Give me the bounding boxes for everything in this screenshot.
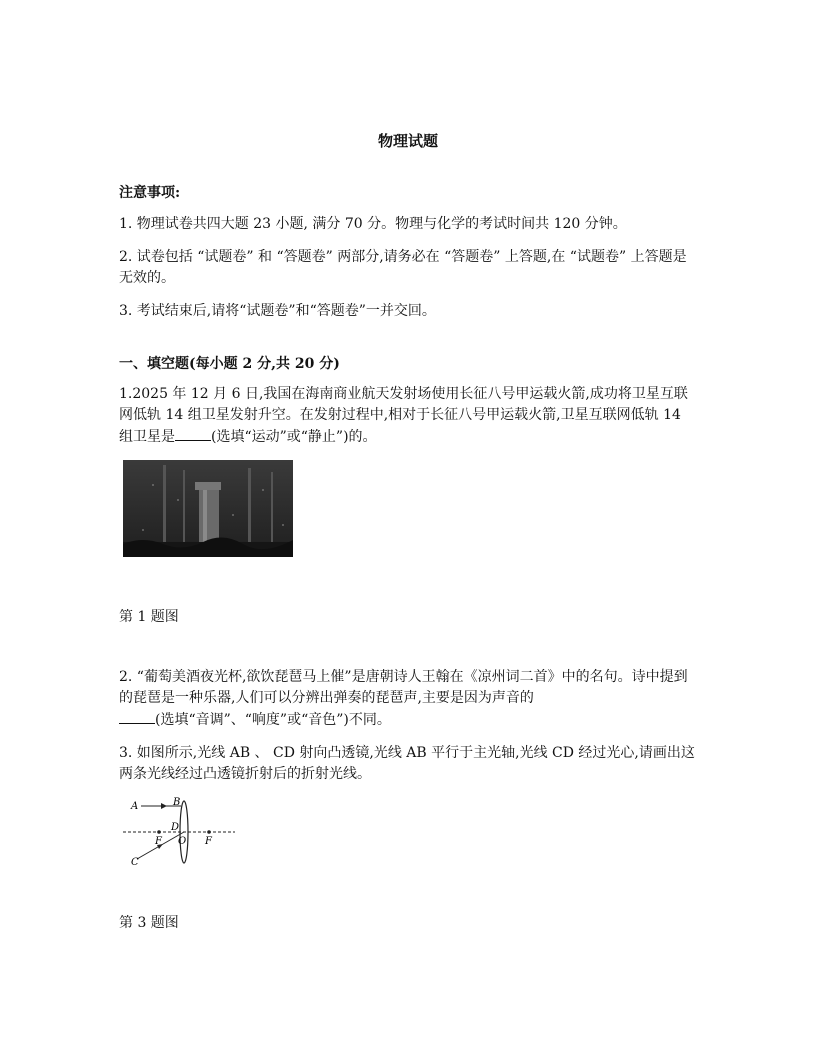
section-1-heading: 一、填空题(每小题 2 分,共 20 分): [119, 356, 340, 372]
answer-blank-1[interactable]: [175, 426, 211, 441]
rocket-launch-image: [123, 460, 293, 557]
ray-ab-arrow: [161, 803, 167, 809]
focus-left: [157, 830, 161, 834]
question-2-options: (选填“音调”、“响度”或“音色”)不同。: [155, 712, 391, 728]
note-item-3: 3. 考试结束后,请将“试题卷”和“答题卷”一并交回。: [119, 303, 436, 319]
label-a: A: [131, 801, 139, 812]
convex-lens-diagram: [119, 793, 239, 873]
rocket-launch-photo: [123, 460, 293, 557]
label-f-left: F: [155, 836, 162, 847]
note-item-2: 2. 试卷包括 “试题卷” 和 “答题卷” 两部分,请务必在 “答题卷” 上答题,在 “试题卷” 上答题是无效的。: [119, 249, 687, 286]
figure-3-caption: 第 3 题图: [119, 915, 179, 931]
answer-blank-2[interactable]: [119, 709, 155, 724]
question-2: [119, 667, 699, 731]
question-1: [119, 384, 699, 448]
question-1-options: (选填“运动”或“静止”)的。: [211, 429, 377, 445]
question-3-text: 3. 如图所示,光线 AB 、 CD 射向凸透镜,光线 AB 平行于主光轴,光线 CD 经过光心,请画出这两条光线经过凸透镜折射后的折射光线。: [119, 745, 695, 782]
label-b: B: [173, 797, 181, 808]
label-d: D: [171, 822, 180, 833]
label-c: C: [131, 857, 139, 868]
question-2-text: 2. “葡萄美酒夜光杯,欲饮琵琶马上催”是唐朝诗人王翰在《凉州词二首》中的名句。诗中提到的琵琶是一种乐器,人们可以分辨出弹奏的琵琶声,主要是因为声音的: [119, 669, 688, 706]
notes-heading: 注意事项:: [119, 185, 181, 201]
figure-1-caption: 第 1 题图: [119, 609, 179, 625]
page-title: 物理试题: [377, 132, 438, 150]
label-o: O: [178, 836, 187, 847]
note-item-1: 1. 物理试卷共四大题 23 小题, 满分 70 分。物理与化学的考试时间共 120 分钟。: [119, 216, 627, 232]
question-1-text: 1.2025 年 12 月 6 日,我国在海南商业航天发射场使用长征八号甲运载火箭,成功将卫星互联网低轨 14 组卫星发射升空。在发射过程中,相对于长征八号甲运载火箭,卫星互联网低轨 14 组卫星是: [119, 386, 688, 445]
label-f-right: F: [205, 836, 212, 847]
focus-right: [207, 830, 211, 834]
